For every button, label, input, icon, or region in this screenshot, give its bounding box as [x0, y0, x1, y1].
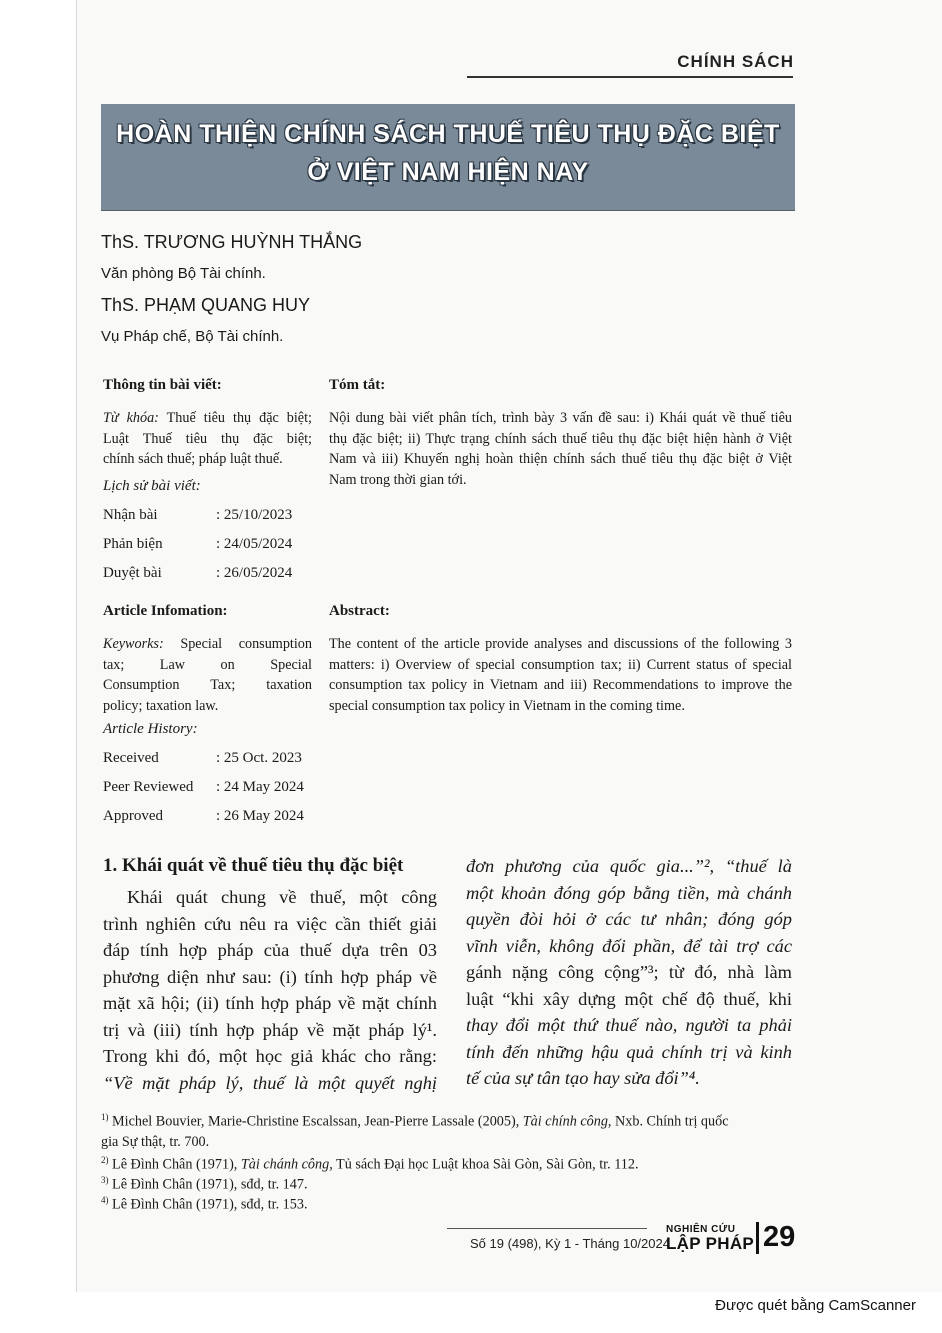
- body-line: Trong khi đó, một học giả khác cho rằng:: [103, 1046, 437, 1066]
- summary-line: Nội dung bài viết phân tích, trình bày 3 vấn đề sau: i) Khái quát về thuế tiêu: [329, 410, 792, 426]
- footnote-mark: 1): [101, 1112, 109, 1122]
- keyworks-line: tax; Law on Special: [103, 656, 312, 673]
- author-2-affiliation: Vụ Pháp chế, Bộ Tài chính.: [101, 328, 284, 345]
- article-history-item-date: : 24 May 2024: [216, 779, 304, 795]
- abstract-heading: Abstract:: [329, 603, 390, 619]
- history-item-label: Nhận bài: [103, 507, 158, 523]
- footnote-text: Lê Đình Chân (1971), sđd, tr. 147.: [108, 1176, 308, 1193]
- title-line-1: HOÀN THIỆN CHÍNH SÁCH THUẾ TIÊU THỤ ĐẶC BIỆT: [116, 120, 780, 148]
- article-history-item-date: : 26 May 2024: [216, 808, 304, 824]
- body-line: luật “khi xây dựng một chế độ thuế, khi: [466, 988, 792, 1009]
- article-history-item-date: : 25 Oct. 2023: [216, 750, 302, 766]
- summary-heading: Tóm tắt:: [329, 377, 386, 393]
- history-item-label: Duyệt bài: [103, 565, 162, 581]
- footnote-4: [101, 1190, 308, 1215]
- abstract-text: [329, 634, 792, 716]
- article-history-item-label: Received: [103, 750, 159, 766]
- body-line: Khái quát chung về thuế, một công: [127, 887, 437, 907]
- keywords-label: Từ khóa:: [103, 410, 159, 426]
- body-line: trị và (iii) tính hợp pháp về mặt pháp lý¹.: [103, 1019, 437, 1040]
- body-line: đáp tính hợp pháp của thuế dựa trên 03: [103, 940, 437, 960]
- body-line: đơn phương của quốc gia...”², “thuế là: [466, 856, 792, 876]
- summary-line: thụ đặc biệt; ii) Thực trạng chính sách thuế tiêu thụ đặc biệt hiện hành ở Việt: [329, 430, 792, 447]
- footnote-mark: 3): [101, 1175, 109, 1185]
- article-history-item-label: Approved: [103, 808, 163, 824]
- keywords-line: Thuế tiêu thụ đặc biệt;: [166, 410, 312, 426]
- history-label: Lịch sử bài viết:: [103, 478, 201, 494]
- journal-name-main: LẬP PHÁP: [666, 1234, 755, 1253]
- abstract-line: consumption tax policy in Vietnam and iii) Recommendations to improve the: [329, 677, 792, 693]
- footnote-text: Michel Bouvier, Marie-Christine Escalssan, Jean-Pierre Lassale (2005),: [108, 1113, 523, 1130]
- footnote-title: Tài chính công: [522, 1113, 608, 1130]
- footnote-text: Lê Đình Chân (1971), sđd, tr. 153.: [108, 1196, 308, 1213]
- body-line: thay đổi một thứ thuế nào, người ta phải: [466, 1015, 792, 1035]
- footnote-mark: 2): [101, 1155, 109, 1165]
- keywords-line: chính sách thuế; pháp luật thuế.: [103, 451, 283, 467]
- keywords-line: Luật Thuế tiêu thụ đặc biệt;: [103, 430, 312, 447]
- keyworks-block: [103, 634, 312, 716]
- body-line: “Về mặt pháp lý, thuế là một quyết nghị: [103, 1072, 437, 1093]
- body-line: mặt xã hội; (ii) tính hợp pháp về mặt chính: [103, 993, 437, 1013]
- history-item-date: : 25/10/2023: [216, 507, 293, 523]
- body-line: quyền đòi hỏi ở các tư nhân; đóng góp: [466, 909, 792, 929]
- history-item-date: : 26/05/2024: [216, 565, 293, 581]
- history-item-label: Phản biện: [103, 536, 163, 552]
- article-history-item-label: Peer Reviewed: [103, 779, 194, 795]
- abstract-line: special consumption tax policy in Vietnam in the coming time.: [329, 697, 685, 714]
- keyworks-label: Keyworks:: [103, 636, 164, 652]
- info-heading: Thông tin bài viết:: [103, 377, 222, 393]
- section-rule: [467, 76, 793, 78]
- body-line: phương diện như sau: (i) tính hợp pháp về: [103, 966, 437, 987]
- page-number: 29: [763, 1221, 796, 1253]
- body-column-right: [466, 853, 792, 1092]
- title-banner: [101, 104, 795, 211]
- article-info-heading: Article Infomation:: [103, 603, 228, 619]
- section-label: CHÍNH SÁCH: [677, 52, 794, 71]
- author-1-affiliation: Văn phòng Bộ Tài chính.: [101, 265, 266, 282]
- keyworks-line: Special consumption: [180, 636, 312, 652]
- footnote-text: , Tủ sách Đại học Luật khoa Sài Gòn, Sài Gòn, tr. 112.: [329, 1156, 639, 1173]
- summary-text: [329, 408, 792, 490]
- footnote-1: [101, 1107, 791, 1152]
- title-line-2: Ở VIỆT NAM HIỆN NAY: [307, 158, 589, 186]
- article-history-label: Article History:: [103, 721, 198, 737]
- footnote-title: Tài chánh công: [240, 1156, 330, 1173]
- body-column-left: [103, 884, 437, 1096]
- footnote-mark: 4): [101, 1195, 109, 1205]
- author-1-name: ThS. TRƯƠNG HUỲNH THẮNG: [101, 232, 363, 252]
- history-item-date: : 24/05/2024: [216, 536, 293, 552]
- body-line: tế của sự tân tạo hay sửa đổi”⁴.: [466, 1068, 700, 1088]
- keyworks-line: Consumption Tax; taxation: [103, 677, 312, 693]
- journal-divider: [756, 1222, 759, 1254]
- footer-rule: [447, 1228, 647, 1229]
- keyworks-line: policy; taxation law.: [103, 697, 219, 714]
- body-line: gánh nặng công cộng”³; từ đó, nhà làm: [466, 962, 792, 982]
- footnote-text: gia Sự thật, tr. 700.: [101, 1133, 210, 1150]
- body-line: một khoản đóng góp bằng tiền, mà chánh: [466, 882, 792, 903]
- journal-name-top: NGHIÊN CỨU: [666, 1224, 736, 1235]
- body-line: trình nghiên cứu nêu ra việc cần thiết giải: [103, 913, 437, 934]
- abstract-line: matters: i) Overview of special consumption tax; ii) Current status of special: [329, 656, 792, 673]
- body-line: vĩnh viễn, không đối phần, để tài trợ các: [466, 935, 792, 956]
- footnote-text: , Nxb. Chính trị quốc: [607, 1113, 729, 1130]
- footnote-text: Lê Đình Chân (1971),: [108, 1156, 241, 1173]
- abstract-line: The content of the article provide analyses and discussions of the following 3: [329, 636, 792, 652]
- author-2-name: ThS. PHẠM QUANG HUY: [101, 295, 311, 315]
- section-heading: 1. Khái quát về thuế tiêu thụ đặc biệt: [103, 855, 404, 876]
- keywords-block: [103, 408, 312, 470]
- summary-line: Nam trong thời gian tới.: [329, 471, 467, 488]
- scanner-watermark: Được quét bằng CamScanner: [715, 1297, 916, 1314]
- summary-line: Nam và iii) Khuyến nghị hoàn thiện chính sách thuế tiêu thụ đặc biệt ở Việt: [329, 451, 792, 467]
- body-line: tính đến những hậu quả chính trị và kinh: [466, 1041, 792, 1062]
- issue-info: Số 19 (498), Kỳ 1 - Tháng 10/2024: [470, 1236, 670, 1251]
